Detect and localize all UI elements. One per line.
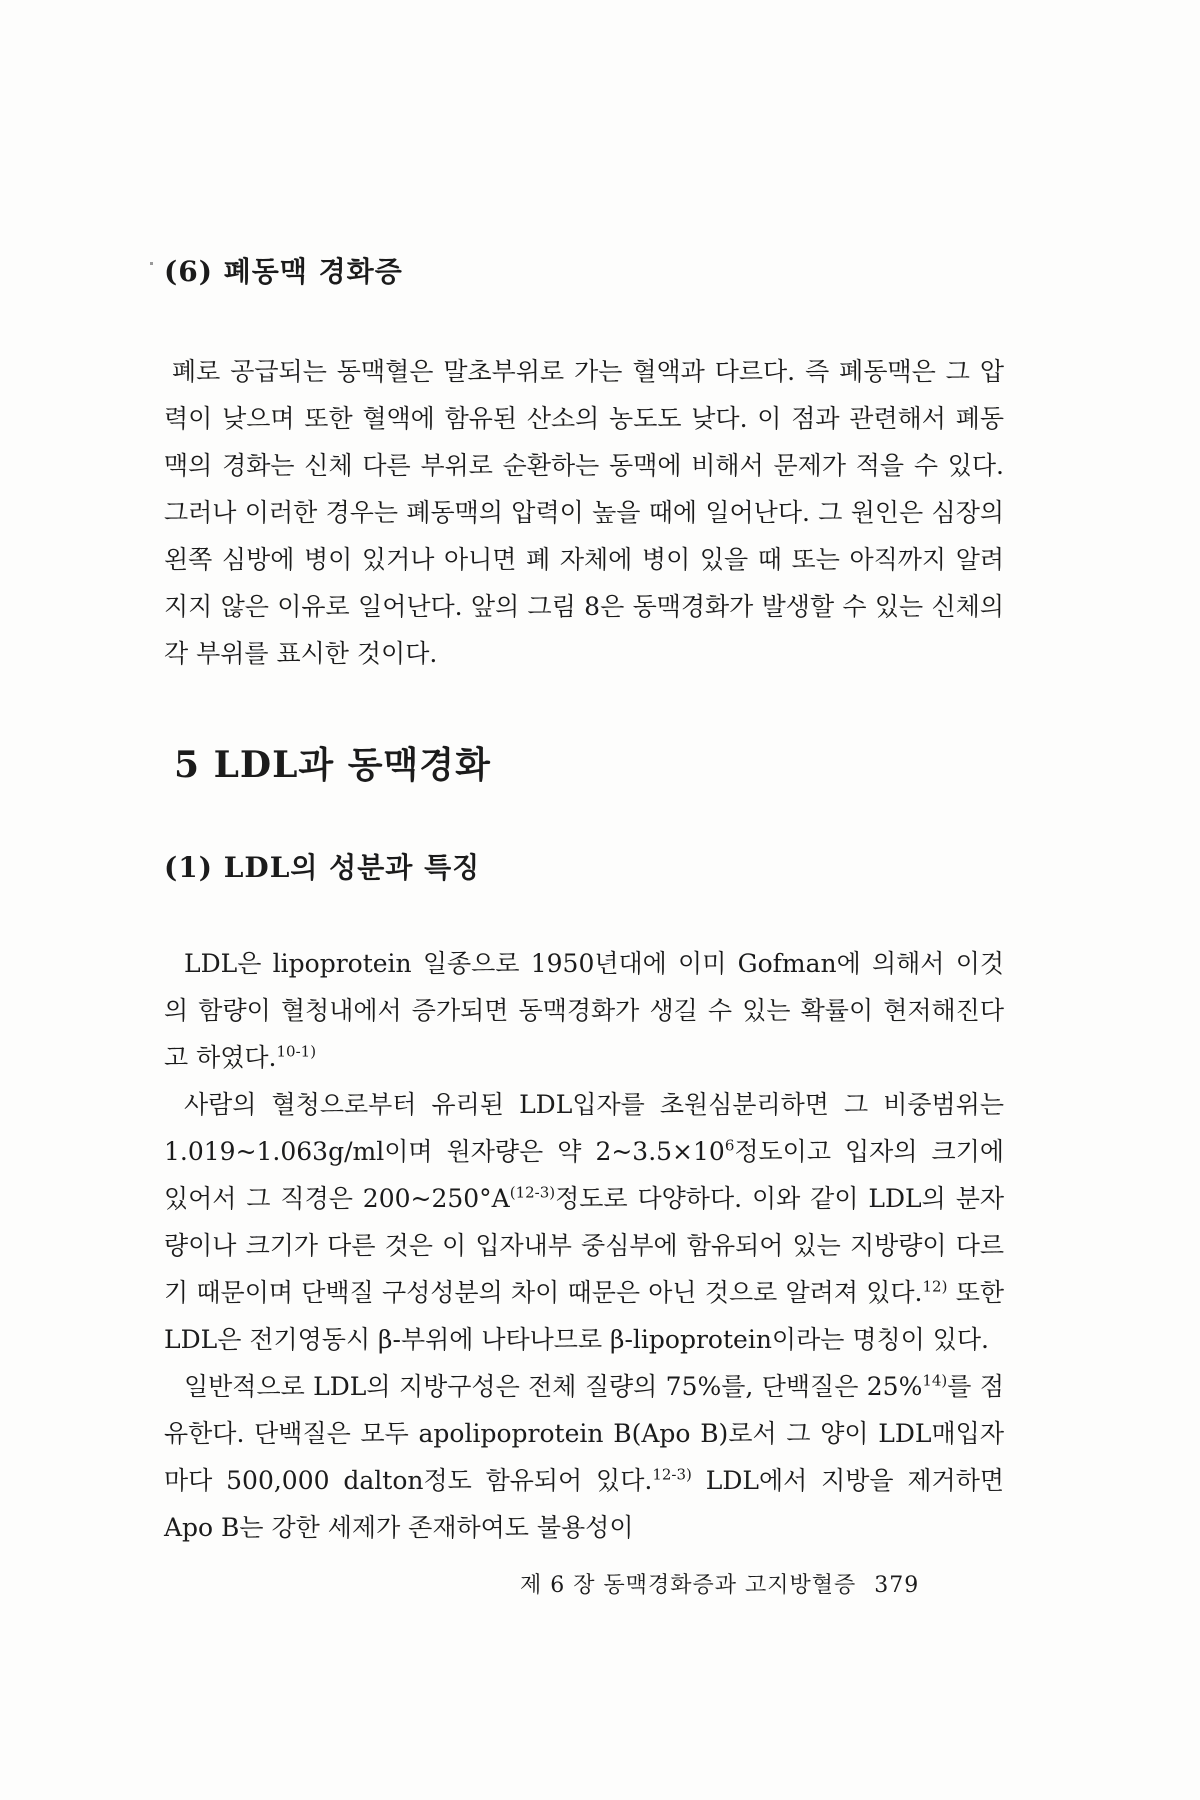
subsection-heading-1: (1) LDL의 성분과 특징 (164, 851, 481, 884)
reference-14: 14) (922, 1371, 948, 1390)
page-content (164, 250, 1004, 1551)
ldl-text-block (164, 940, 1004, 1551)
paragraph-pulmonary-arteriosclerosis: 폐로 공급되는 동맥혈은 말초부위로 가는 혈액과 다르다. 즉 폐동맥은 그 압력이 낮으며 또한 혈액에 함유된 산소의 농도도 낮다. 이 점과 관련해서 폐동맥의 경화는 신체 다른 부위로 순환하는 동맥에 비해서 문제가 적을 수 있다. 그러나 이러한 경우는 폐동맥의 압력이 높을 때에 일어난다. 그 원인은 심장의 왼쪽 심방에 병이 있거나 아니면 폐 자체에 병이 있을 때 또는 아직까지 알려지지 않은 이유로 일어난다. 앞의 그림 8은 동맥경화가 발생할 수 있는 신체의 각 부위를 표시한 것이다. (164, 357, 1004, 668)
chapter-running-title: 제 6 장 동맥경화증과 고지방혈증 (520, 1573, 857, 1598)
paragraph-ldl-1 (164, 940, 1004, 1081)
paragraph-ldl-3-text-a: 일반적으로 LDL의 지방구성은 전체 질량의 75%를, 단백질은 25% (184, 1372, 923, 1401)
reference-12-3: 12-3) (652, 1465, 692, 1484)
section-heading-5: 5 LDL과 동맥경화 (174, 744, 491, 786)
reference-12-3-paren: (12-3) (509, 1183, 556, 1202)
paragraph-ldl-2-text-b: 정도이고 입자의 크기에 있어서 그 직경은 200~250°A (164, 1137, 1004, 1213)
reference-10-1: 10-1) (276, 1042, 317, 1061)
paragraph-ldl-3-text-b: 를 점유한다. 단백질은 모두 apolipoprotein B(Apo B)로서 그 양이 LDL매입자마다 500,000 dalton정도 함유되어 있다. (164, 1372, 1005, 1495)
subsection-heading-6: (6) 폐동맥 경화증 (164, 255, 403, 288)
margin-dot (150, 262, 153, 265)
paragraph-ldl-2 (164, 1081, 1004, 1363)
paragraph-ldl-3 (164, 1363, 1004, 1551)
page-footer (520, 1568, 919, 1599)
page-number: 379 (874, 1573, 920, 1598)
reference-12: 12) (922, 1277, 948, 1296)
exponent-6: 6 (724, 1136, 735, 1155)
paragraph-ldl-3-text-c: LDL에서 지방을 제거하면 Apo B는 강한 세제가 존재하여도 불용성이 (164, 1466, 1004, 1542)
paragraph-ldl-2-text-a: 사람의 혈청으로부터 유리된 LDL입자를 초원심분리하면 그 비중범위는 1.019~1.063g/ml이며 원자량은 약 2~3.5×10 (164, 1090, 1004, 1166)
paragraph-ldl-1-text: LDL은 lipoprotein 일종으로 1950년대에 이미 Gofman에 의해서 이것의 함량이 혈청내에서 증가되면 동맥경화가 생길 수 있는 확률이 현저해진다고 하였다. (164, 949, 1004, 1072)
paragraph-ldl-2-text-d: 또한 LDL은 전기영동시 β-부위에 나타나므로 β-lipoprotein이라는 명칭이 있다. (164, 1278, 1004, 1354)
paragraph-ldl-2-text-c: 정도로 다양하다. 이와 같이 LDL의 분자량이나 크기가 다른 것은 이 입자내부 중심부에 함유되어 있는 지방량이 다르기 때문이며 단백질 구성성분의 차이 때문은 아닌 것으로 알려져 있다. (164, 1184, 1005, 1307)
